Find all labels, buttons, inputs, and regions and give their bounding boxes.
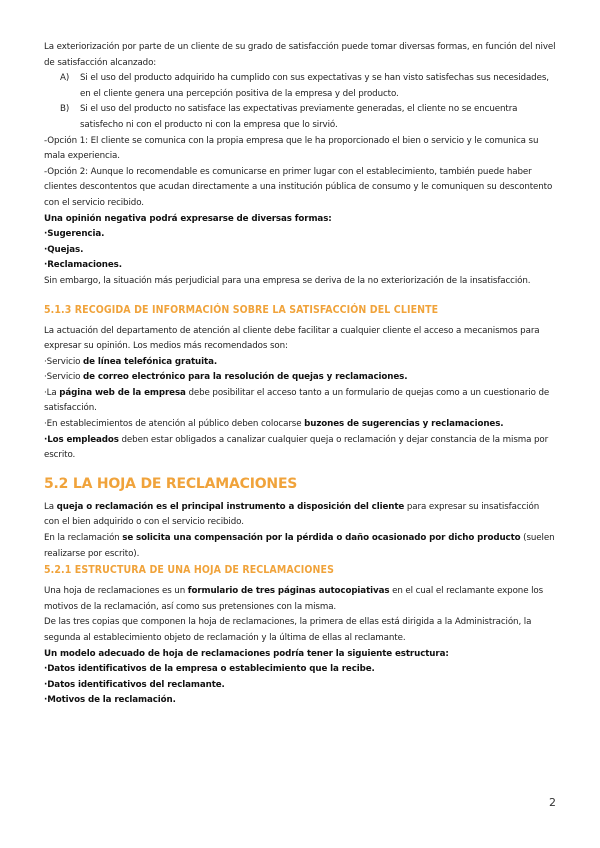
negative-opinion-heading: Una opinión negativa podrá expresarse de diversas formas: (44, 213, 332, 224)
list-item: ·Datos identificativos de la empresa o establecimiento que la recibe. (44, 664, 375, 675)
list-item: ·Motivos de la reclamación. (44, 695, 176, 706)
closing-paragraph: Sin embargo, la situación más perjudicial para una empresa se deriva de la no exteriorización de la insatisfacción. (44, 275, 531, 286)
list-item-text: Si el uso del producto adquirido ha cumplido con sus expectativas y se han visto satisfechas sus necesidades, en el cliente genera una percepción positiva de la empresa y del producto. (80, 73, 549, 99)
section-paragraph: En la reclamación se solicita una compensación por la pérdida o daño ocasionado por dicho producto (suelen realizarse por escrito). (44, 533, 555, 559)
section-paragraph: La actuación del departamento de atención al cliente debe facilitar a cualquier cliente el acceso a mecanismos para expresar su opinión. Los medios más recomendados son: (44, 325, 540, 352)
intro-paragraph: La exteriorización por parte de un cliente de su grado de satisfacción puede tomar diversas formas, en función del nivel de satisfacción alcanzado: (44, 42, 556, 68)
option-1: -Opción 1: El cliente se comunica con la propia empresa que le ha proporcionado el bien o servicio y le comunica su mala experiencia. (44, 135, 539, 162)
list-item: ·Datos identificativos del reclamante. (44, 679, 225, 690)
list-item-a (44, 71, 556, 102)
list-item-b (44, 102, 556, 133)
list-item: ·Servicio de correo electrónico para la resolución de quejas y reclamaciones. (44, 372, 408, 383)
option-2: -Opción 2: Aunque lo recomendable es comunicarse en primer lugar con el establecimiento, también puede haber clientes descontentos que acudan directamente a una institución pública de consumo y le comuniquen su descontento con el servicio recibido. (44, 166, 553, 208)
list-item: ·Reclamaciones. (44, 260, 122, 271)
section-heading-5-2: 5.2 LA HOJA DE RECLAMACIONES (44, 475, 298, 492)
list-marker: B) (60, 104, 70, 115)
section-paragraph: De las tres copias que componen la hoja de reclamaciones, la primera de ellas está dirigida a la Administración, la segunda al establecimiento objeto de reclamación y la última de ellas al reclamante. (44, 617, 532, 643)
list-marker: A) (60, 73, 70, 84)
list-item: ·En establecimientos de atención al público deben colocarse buzones de sugerencias y reclamaciones. (44, 419, 504, 430)
section-heading-5-1-3: 5.1.3 RECOGIDA DE INFORMACIÓN SOBRE LA SATISFACCIÓN DEL CLIENTE (44, 303, 439, 316)
list-item: ·Quejas. (44, 244, 84, 255)
list-item: ·La página web de la empresa debe posibilitar el acceso tanto a un formulario de quejas como a un cuestionario de satisfacción. (44, 387, 550, 414)
list-item-text: Si el uso del producto no satisface las expectativas previamente generadas, el cliente no se encuentra satisfecho ni con el producto ni con la empresa que lo sirvió. (80, 104, 518, 130)
section-paragraph: La queja o reclamación es el principal instrumento a disposición del cliente para expresar su insatisfacción con el bien adquirido o con el servicio recibido. (44, 501, 540, 528)
list-item: ·Servicio de línea telefónica gratuita. (44, 356, 218, 367)
list-item: ·Sugerencia. (44, 229, 105, 240)
page-number: 2 (549, 796, 556, 809)
section-heading-5-2-1: 5.2.1 ESTRUCTURA DE UNA HOJA DE RECLAMACIONES (44, 564, 334, 577)
list-item: ·Los empleados deben estar obligados a canalizar cualquier queja o reclamación y dejar constancia de la misma por escrito. (44, 434, 549, 461)
section-paragraph: Una hoja de reclamaciones es un formulario de tres páginas autocopiativas en el cual el reclamante expone los motivos de la reclamación, así como sus pretensiones con la misma. (44, 586, 544, 612)
page-content (44, 40, 556, 709)
model-heading: Un modelo adecuado de hoja de reclamaciones podría tener la siguiente estructura: (44, 648, 449, 659)
